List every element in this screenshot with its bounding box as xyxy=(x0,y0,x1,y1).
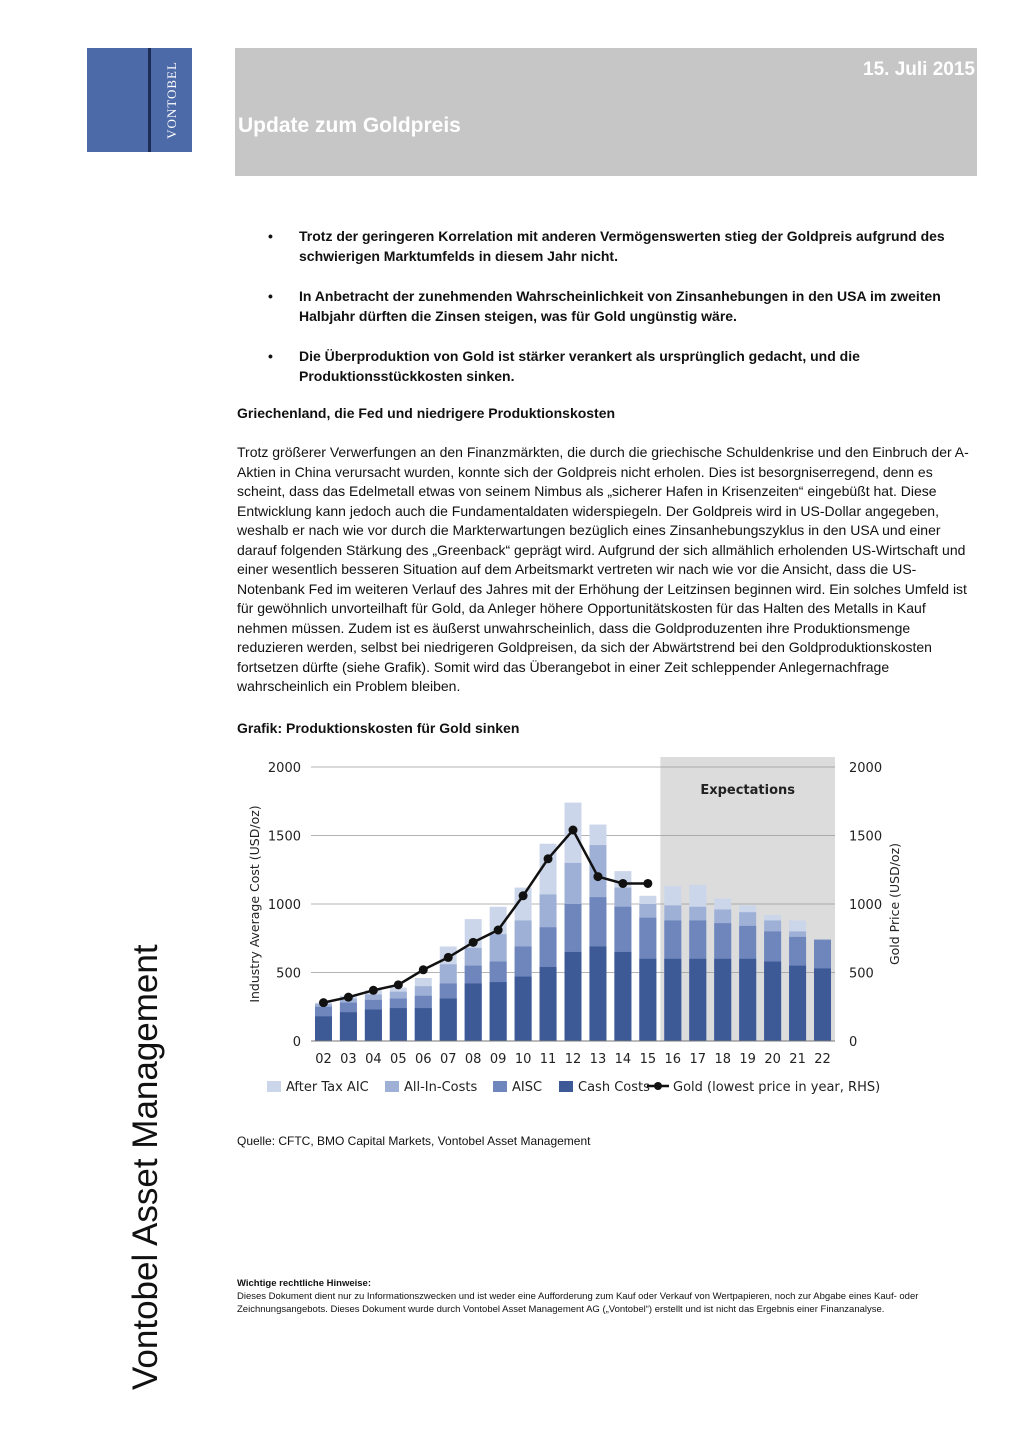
logo-text: VONTOBEL xyxy=(163,61,179,139)
gold-price-point xyxy=(569,826,578,835)
y-tick-label-right: 1000 xyxy=(849,898,883,913)
gold-price-point xyxy=(618,879,627,888)
x-tick-label: 16 xyxy=(664,1052,682,1067)
legend-swatch xyxy=(267,1081,281,1092)
bullet-item: • In Anbetracht der zunehmenden Wahrscheinlichkeit von Zinsanhebungen in den USA im zweiten Halbjahr dürften die Zinsen steigen, was für Gold ungünstig wäre. xyxy=(268,288,941,324)
bar-cash-costs xyxy=(764,962,781,1041)
bar-cash-costs xyxy=(789,966,806,1041)
bar-cash-costs xyxy=(415,1008,432,1041)
header-date: 15. Juli 2015 xyxy=(863,59,975,80)
gold-cost-chart xyxy=(237,747,977,1127)
chart-title: Grafik: Produktionskosten für Gold sinken xyxy=(237,720,520,736)
legal-text: Dieses Dokument dient nur zu Informationszwecken und ist weder eine Aufforderung zum Kauf oder Verkauf von Wertpapieren, noch zur Abgabe eines Kauf- oder Zeichnungsangebots. Dieses Dokument wurde durch Vontobel Asset Management AG („Vontobel“) erstellt und ist nicht das Ergebnis einer Finanzanalyse. xyxy=(237,1291,919,1315)
legend-line-marker xyxy=(654,1082,662,1090)
bar-cash-costs xyxy=(465,983,482,1041)
y-tick-label-left: 2000 xyxy=(267,761,301,776)
source-note: Quelle: CFTC, BMO Capital Markets, Vontobel Asset Management xyxy=(237,1134,591,1148)
gold-price-point xyxy=(643,879,652,888)
legend-label: Cash Costs xyxy=(578,1080,650,1095)
x-tick-label: 02 xyxy=(315,1052,332,1067)
bar-cash-costs xyxy=(565,952,582,1041)
y-tick-label-left: 0 xyxy=(292,1035,301,1050)
gold-price-point xyxy=(593,872,602,881)
x-tick-label: 09 xyxy=(489,1052,507,1067)
x-tick-label: 17 xyxy=(689,1052,707,1067)
gold-price-point xyxy=(494,926,503,935)
x-tick-label: 14 xyxy=(614,1052,632,1067)
summary-bullets xyxy=(262,226,962,406)
bullet-icon: • xyxy=(268,228,273,244)
bar-cash-costs xyxy=(714,959,731,1041)
x-tick-label: 07 xyxy=(439,1052,457,1067)
bullet-item: • Trotz der geringeren Korrelation mit anderen Vermögenswerten stieg der Goldpreis aufgrund des schwierigen Marktumfelds in diesem Jahr nicht. xyxy=(268,228,945,264)
gold-price-point xyxy=(419,965,428,974)
legend-swatch xyxy=(493,1081,507,1092)
y-axis-label-right: Gold Price (USD/oz) xyxy=(887,842,902,966)
gold-price-point xyxy=(519,891,528,900)
x-tick-label: 18 xyxy=(714,1052,731,1067)
bullet-icon: • xyxy=(268,288,273,304)
gold-price-point xyxy=(319,998,328,1007)
y-tick-label-right: 500 xyxy=(849,966,874,982)
legend-label: After Tax AIC xyxy=(286,1080,369,1095)
gold-price-point xyxy=(394,980,403,989)
legal-notice xyxy=(237,1277,977,1316)
bar-cash-costs xyxy=(689,959,706,1041)
legend-swatch xyxy=(559,1081,573,1092)
expectations-label: Expectations xyxy=(700,783,796,798)
gold-price-point xyxy=(544,854,553,863)
x-tick-label: 13 xyxy=(589,1052,607,1067)
x-tick-label: 12 xyxy=(564,1052,582,1067)
x-tick-label: 21 xyxy=(789,1052,806,1067)
bar-cash-costs xyxy=(490,982,507,1041)
legal-heading: Wichtige rechtliche Hinweise: xyxy=(237,1278,372,1289)
bar-cash-costs xyxy=(639,959,656,1041)
x-tick-label: 11 xyxy=(539,1052,557,1067)
bar-cash-costs xyxy=(440,999,457,1041)
bar-cash-costs xyxy=(540,967,557,1041)
bullet-icon: • xyxy=(268,348,273,364)
bar-cash-costs xyxy=(589,946,606,1041)
legend-label: AISC xyxy=(512,1080,543,1095)
y-tick-label-right: 1500 xyxy=(849,829,883,845)
bar-cash-costs xyxy=(315,1016,332,1041)
bar-cash-costs xyxy=(365,1009,382,1041)
y-tick-label-left: 1500 xyxy=(267,829,301,845)
page-title: Update zum Goldpreis xyxy=(238,114,461,137)
page-header xyxy=(235,48,977,176)
bar-cash-costs xyxy=(515,977,532,1041)
bullet-item: • Die Überproduktion von Gold ist stärker verankert als ursprünglich gedacht, und die Produktionsstückkosten sinken. xyxy=(268,348,860,384)
bar-cash-costs xyxy=(814,968,831,1041)
x-tick-label: 04 xyxy=(365,1052,382,1067)
bar-cash-costs xyxy=(340,1012,357,1041)
x-tick-label: 05 xyxy=(390,1052,407,1067)
y-tick-label-right: 0 xyxy=(849,1035,858,1050)
y-tick-label-left: 500 xyxy=(276,966,301,982)
side-brand-text: Vontobel Asset Management xyxy=(126,944,165,1390)
x-tick-label: 15 xyxy=(639,1052,657,1067)
legend-swatch xyxy=(385,1081,399,1092)
x-tick-label: 06 xyxy=(415,1052,432,1067)
x-tick-label: 08 xyxy=(464,1052,482,1067)
gold-price-point xyxy=(444,953,453,962)
y-tick-label-right: 2000 xyxy=(849,761,883,776)
y-axis-label-left: Industry Average Cost (USD/oz) xyxy=(247,805,262,1003)
gold-price-point xyxy=(369,986,378,995)
x-tick-label: 22 xyxy=(814,1052,831,1067)
bar-cash-costs xyxy=(390,1008,407,1041)
x-tick-label: 20 xyxy=(764,1052,781,1067)
gold-price-point xyxy=(469,938,478,947)
bar-cash-costs xyxy=(664,959,681,1041)
y-tick-label-left: 1000 xyxy=(267,898,301,913)
legend-label: All-In-Costs xyxy=(404,1080,478,1095)
body-paragraph: Trotz größerer Verwerfungen an den Finanzmärkten, die durch die griechische Schuldenkrise und den Einbruch der A-Aktien in China verursacht wurden, konnte sich der Goldpreis nicht erholen. Dies ist besorgniserregend, denn es scheint, dass das Edelmetall etwas von seinem Nimbus als „sicherer Hafen in Krisenzeiten“ eingebüßt hat. Diese Entwicklung kann jedoch auch die Fundamentaldaten widerspiegeln. Der Goldpreis wird in US-Dollar angegeben, weshalb er nach wie vor durch die Markterwartungen bezüglich eines Zinsanhebungszyklus in den USA und einer darauf folgenden Stärkung des „Greenback“ geprägt wird. Aufgrund der sich allmählich erholenden US-Wirtschaft und einer wesentlich besseren Situation auf dem Arbeitsmarkt vertreten wir nach wie vor die Ansicht, dass die US-Notenbank Fed im weiteren Verlauf des Jahres mit der Erhöhung der Leitzinsen beginnen wird. Ein solches Umfeld ist für gewöhnlich unvorteilhaft für Gold, da Anleger höhere Opportunitätskosten für das Halten des Metalls in Kauf nehmen müssen. Zudem ist es äußerst unwahrscheinlich, dass die Goldproduzenten ihre Produktionsmenge reduzieren werden, selbst bei niedrigeren Goldpreisen, da sich der Abwärtstrend bei den Goldproduktionskosten fortsetzen dürfte (siehe Grafik). Somit wird das Überangebot in einer Zeit schleppender Anlegernachfrage wahrscheinlich ein Problem bleiben. xyxy=(237,444,969,694)
bar-cash-costs xyxy=(739,959,756,1041)
x-tick-label: 03 xyxy=(340,1052,357,1067)
gold-price-point xyxy=(344,993,353,1002)
vontobel-logo xyxy=(87,48,192,152)
legend-label: Gold (lowest price in year, RHS) xyxy=(673,1080,881,1095)
section-heading: Griechenland, die Fed und niedrigere Produktionskosten xyxy=(237,405,616,421)
x-tick-label: 19 xyxy=(739,1052,756,1067)
bar-cash-costs xyxy=(614,952,631,1041)
x-tick-label: 10 xyxy=(514,1052,532,1067)
